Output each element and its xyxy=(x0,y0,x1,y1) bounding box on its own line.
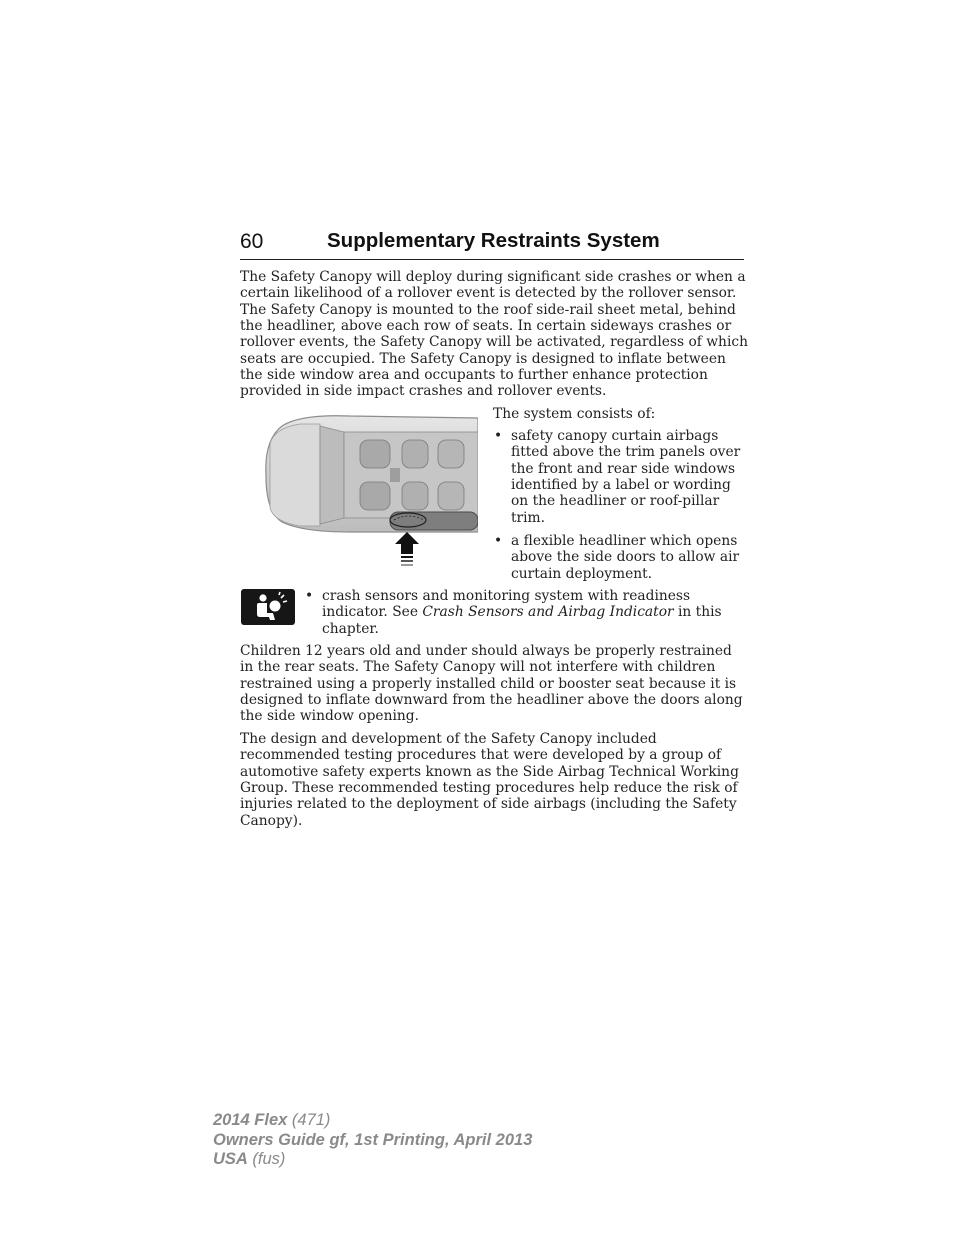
airbag-warning-icon xyxy=(241,589,295,625)
bullet-text-before: crash sensors and monitoring system with readiness indicator. See xyxy=(322,588,691,621)
page-header xyxy=(240,228,744,260)
bullet-text-after: in this chapter. xyxy=(322,604,722,637)
footer-region-line xyxy=(213,1150,532,1170)
footer-model-code: (471) xyxy=(287,1111,331,1129)
footer-model-line xyxy=(213,1111,532,1131)
cross-reference: Crash Sensors and Airbag Indicator xyxy=(422,604,674,621)
bullet-dot: • xyxy=(494,533,503,549)
section-title: Supplementary Restraints System xyxy=(327,229,660,252)
footer-region-code: (fus) xyxy=(247,1150,286,1168)
list-item xyxy=(493,428,748,526)
bullet-dot: • xyxy=(305,588,314,604)
bullet-list-sensors xyxy=(304,588,744,637)
airbag-indicator-icon xyxy=(241,589,295,625)
footer-model: 2014 Flex xyxy=(213,1111,288,1129)
bullet-text: safety canopy curtain airbags fitted above the trim panels over the front and rear side windows identified by a label or wording on the headliner or roof-pillar trim. xyxy=(511,428,741,526)
list-item xyxy=(304,588,744,637)
paragraph-intro: The Safety Canopy will deploy during significant side crashes or when a certain likelihood of a rollover event is detected by the rollover sensor. The Safety Canopy is mounted to the roof side-rail sheet metal, behind the headliner, above each row of seats. In certain sideways crashes or rollover events, the Safety Canopy will be activated, regardless of which seats are occupied. The Safety Canopy is designed to inflate between the side window area and occupants to further enhance protection provided in side impact crashes and rollover events. xyxy=(240,269,748,400)
safety-canopy-figure xyxy=(240,404,478,574)
list-item xyxy=(493,533,748,582)
bullet-text: a flexible headliner which opens above the side doors to allow air curtain deployment. xyxy=(511,533,740,582)
paragraph-children: Children 12 years old and under should always be properly restrained in the rear seats. The Safety Canopy will not interfere with children restrained using a properly installed child or booster seat because it is designed to inflate downward from the headliner above the doors along the side window opening. xyxy=(240,643,743,725)
page-footer xyxy=(213,1111,532,1170)
vehicle-top-view-icon xyxy=(240,404,478,574)
bullet-list-headliner xyxy=(493,533,748,582)
system-consists-label: The system consists of: xyxy=(493,406,656,422)
paragraph-testing: The design and development of the Safety Canopy included recommended testing procedures that were developed by a group of automotive safety experts known as the Side Airbag Technical Working Group. These recommended testing procedures help reduce the risk of injuries related to the deployment of side airbags (including the Safety Canopy). xyxy=(240,731,739,829)
page-number: 60 xyxy=(240,230,264,253)
bullet-list-curtain xyxy=(493,428,748,526)
footer-region: USA xyxy=(213,1150,248,1168)
footer-guide: Owners Guide gf, 1st Printing, April 2013 xyxy=(213,1130,533,1149)
bullet-dot: • xyxy=(494,428,503,444)
